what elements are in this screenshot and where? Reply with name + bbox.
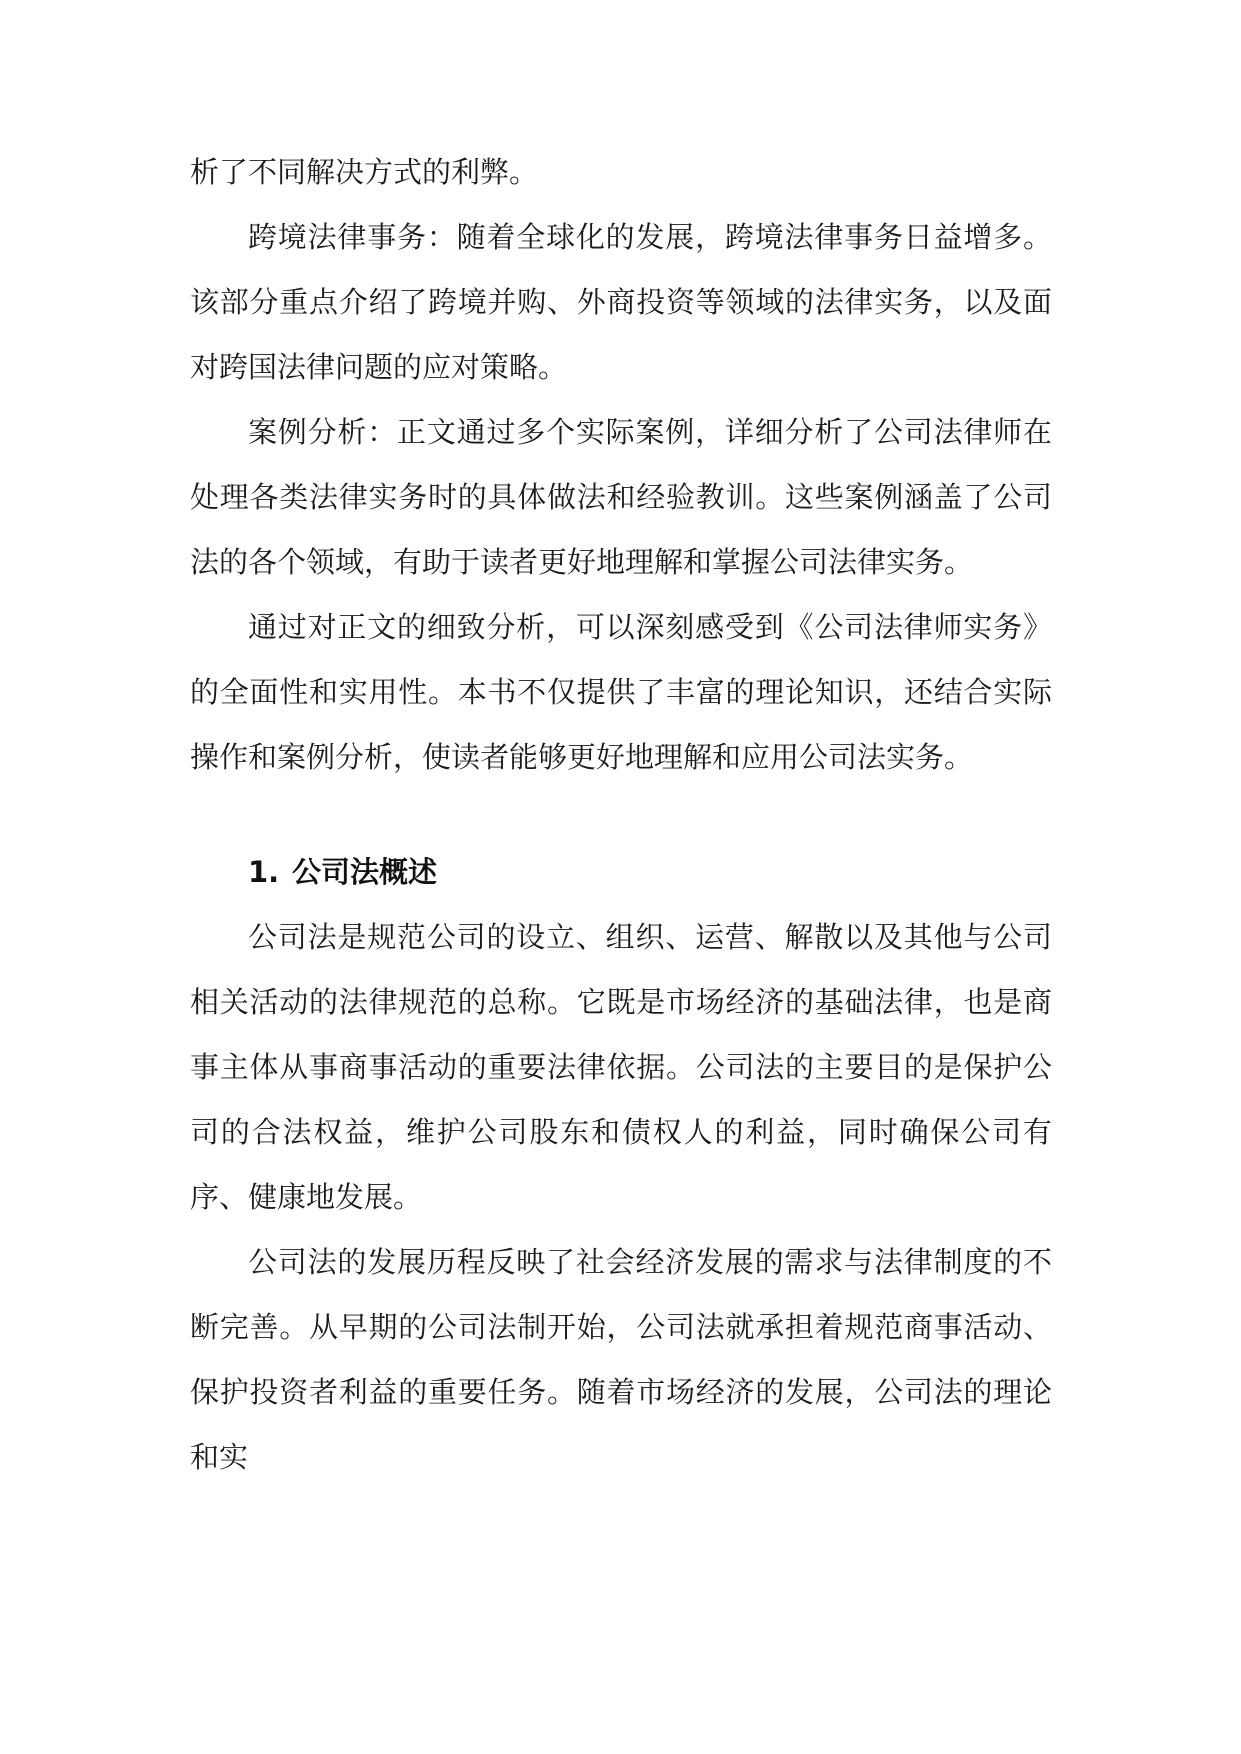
paragraph-summary: 通过对正文的细致分析，可以深刻感受到《公司法律师实务》的全面性和实用性。本书不仅提供了丰富的理论知识，还结合实际操作和案例分析，使读者能够更好地理解和应用公司法实务。 bbox=[190, 610, 1052, 774]
paragraph-company-law-history: 公司法的发展历程反映了社会经济发展的需求与法律制度的不断完善。从早期的公司法制开始，公司法就承担着规范商事活动、保护投资者利益的重要任务。随着市场经济的发展，公司法的理论和实 bbox=[190, 1245, 1052, 1474]
document-body bbox=[190, 140, 1052, 1490]
paragraph-continuation: 析了不同解决方式的利弊。 bbox=[190, 155, 539, 189]
paragraph-cross-border: 跨境法律事务：随着全球化的发展，跨境法律事务日益增多。该部分重点介绍了跨境并购、外商投资等领域的法律实务，以及面对跨国法律问题的应对策略。 bbox=[190, 220, 1052, 384]
paragraph-company-law-definition: 公司法是规范公司的设立、组织、运营、解散以及其他与公司相关活动的法律规范的总称。它既是市场经济的基础法律，也是商事主体从事商事活动的重要法律依据。公司法的主要目的是保护公司的合法权益，维护公司股东和债权人的利益，同时确保公司有序、健康地发展。 bbox=[190, 920, 1052, 1214]
section-heading bbox=[190, 840, 1052, 905]
section-title: 公司法概述 bbox=[292, 855, 438, 889]
section-number: 1. bbox=[248, 855, 280, 889]
paragraph-case-analysis: 案例分析：正文通过多个实际案例，详细分析了公司法律师在处理各类法律实务时的具体做法和经验教训。这些案例涵盖了公司法的各个领域，有助于读者更好地理解和掌握公司法律实务。 bbox=[190, 415, 1052, 579]
